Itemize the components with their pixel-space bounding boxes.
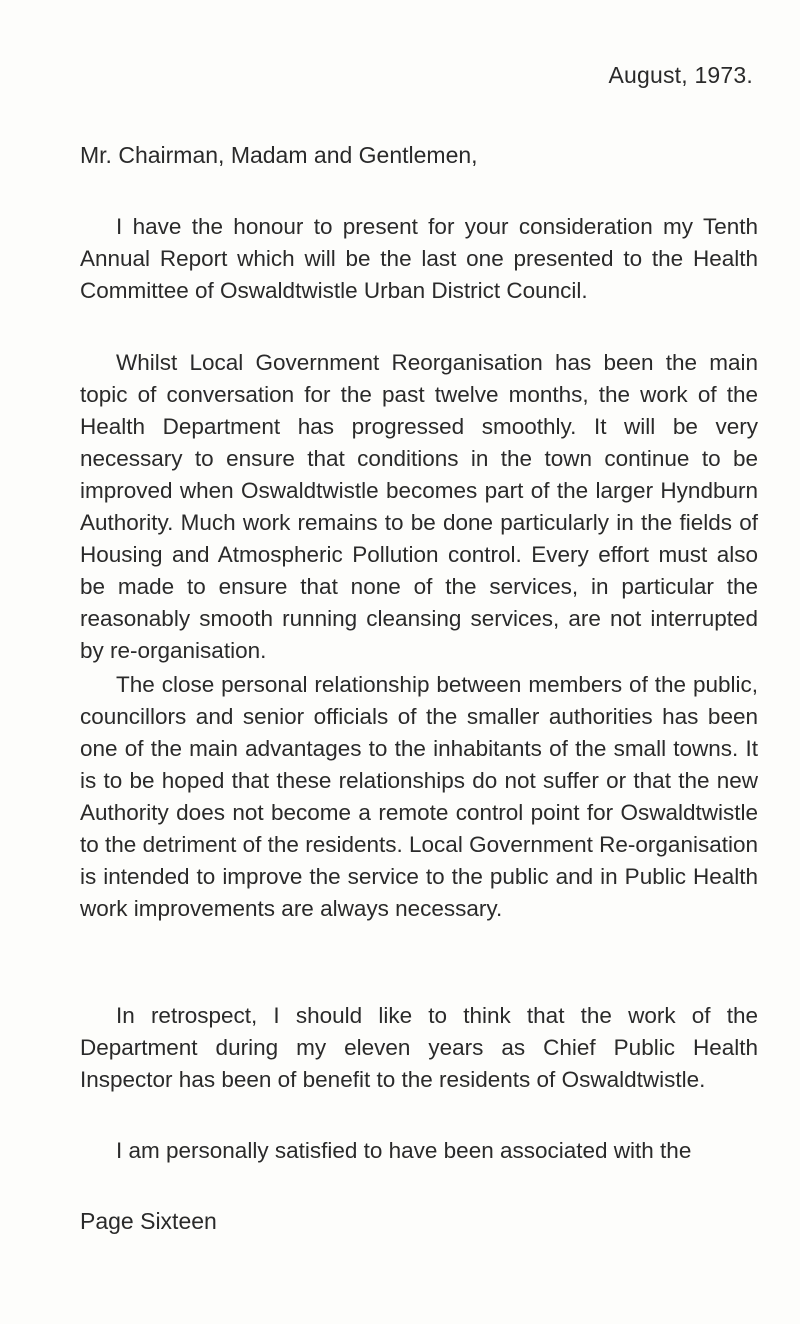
paragraph-reorganisation: Whilst Local Government Reorganisation has been the main topic of conversation for the past twelve months, the work of the Health Department has progressed smoothly. It will be very necessary to ensure that conditions in the town continue to be improved when Oswaldtwistle becomes part of the larger Hyndburn Authority. Much work remains to be done particularly in the fields of Housing and Atmospheric Pollution control. Every effort must also be made to ensure that none of the services, in particular the reasonably smooth running cleansing services, are not interrupted by re-organisation.: [80, 350, 758, 663]
paragraph-introduction: I have the honour to present for your consideration my Tenth Annual Report which will be the last one presented to the Health Committee of Oswaldtwistle Urban District Council.: [80, 214, 758, 303]
page-number: Page Sixteen: [80, 1208, 217, 1234]
paragraph-closing: I am personally satisfied to have been associated with the: [116, 1138, 692, 1163]
salutation: Mr. Chairman, Madam and Gentlemen,: [80, 142, 478, 168]
letter-date: August, 1973.: [608, 62, 753, 88]
paragraph-relationships: The close personal relationship between members of the public, councillors and senior officials of the smaller authorities has been one of the main advantages to the inhabitants of the small towns. It is to be hoped that these relationships do not suffer or that the new Authority does not become a remote control point for Oswaldtwistle to the detriment of the residents. Local Government Re-organisation is intended to improve the service to the public and in Public Health work improvements are always necessary.: [80, 672, 758, 921]
paragraph-retrospect: In retrospect, I should like to think that the work of the Department during my eleven years as Chief Public Health Inspector has been of benefit to the residents of Oswaldtwistle.: [80, 1003, 758, 1092]
